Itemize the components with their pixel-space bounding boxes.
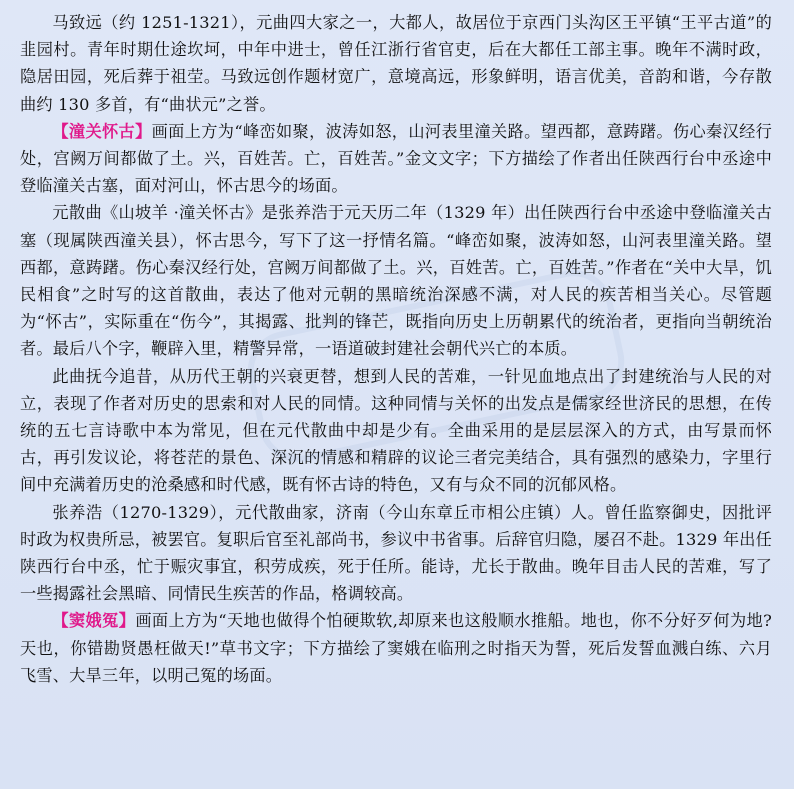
paragraph-shanpoyang (20, 199, 772, 362)
paragraph-zhang-yanghao (20, 499, 772, 608)
paragraph-dou-e-yuan (20, 607, 772, 689)
paragraph-ma-zhiyuan (20, 9, 772, 118)
section-tag-dou-e: 【窦娥冤】 (52, 611, 136, 631)
paragraph-text: 画面上方为“天地也做得个怕硬欺软,却原来也这般顺水推船。地也，你不分好歹何为地?天也，你错勘贤愚枉做天!”草书文字；下方描绘了窦娥在临刑之时指天为誓，死后发誓血溅白练、六月飞雪、大旱三年，以明己冤的场面。 (20, 611, 772, 685)
paragraph-text: 此曲抚今追昔，从历代王朝的兴衰更替，想到人民的苦难，一针见血地点出了封建统治与人民的对立，表现了作者对历史的思索和对人民的同情。这种同情与关怀的出发点是儒家经世济民的思想，在传统的五七言诗歌中本为常见，但在元代散曲中却是少有。全曲采用的是层层深入的方式，由写景而怀古，再引发议论，将苍茫的景色、深沉的情感和精辟的议论三者完美结合，具有强烈的感染力，字里行间中充满着历史的沧桑感和时代感，既有怀古诗的特色，又有与众不同的沉郁风格。 (20, 366, 772, 495)
paragraph-text: 张养浩（1270-1329），元代散曲家，济南（今山东章丘市相公庄镇）人。曾任监察御史，因批评时政为权贵所忌，被罢官。复职后官至礼部尚书，参议中书省事。后辞官归隐，屡召不赴。1329 年出任陕西行台中丞，忙于赈灾事宜，积劳成疾，死于任所。能诗，尤长于散曲。晚年目击人民的苦难，写了一些揭露社会黑暗、同情民生疾苦的作品，格调较高。 (20, 502, 773, 604)
paragraph-text: 元散曲《山坡羊 ·潼关怀古》是张养浩于元天历二年（1329 年）出任陕西行台中丞途中登临潼关古塞（现属陕西潼关县），怀古思今，写下了这一抒情名篇。“峰峦如聚，波涛如怒，山河表里潼关路。望西都，意踌躇。伤心秦汉经行处，宫阙万间都做了土。兴，百姓苦。亡，百姓苦。”作者在“关中大旱，饥民相食”之时写的这首散曲，表达了他对元朝的黑暗统治深感不满，对人民的疾苦相当关心。尽管题为“怀古”，实际重在“伤今”，其揭露、批判的锋芒，既指向历史上历朝累代的统治者，更指向当朝统治者。最后八个字，鞭辟入里，精警异常，一语道破封建社会朝代兴亡的本质。 (20, 203, 772, 359)
paragraph-tongguan-huaigu (20, 118, 772, 200)
paragraph-analysis (20, 363, 772, 499)
section-tag-tongguan: 【潼关怀古】 (52, 121, 152, 141)
paragraph-text: 画面上方为“峰峦如聚，波涛如怒，山河表里潼关路。望西都，意踌躇。伤心秦汉经行处，宫阙万间都做了土。兴，百姓苦。亡，百姓苦。”金文文字；下方描绘了作者出任陕西行台中丞途中登临潼关古塞，面对河山，怀古思今的场面。 (20, 121, 773, 196)
paragraph-text: 马致远（约 1251-1321），元曲四大家之一，大都人，故居位于京西门头沟区王平镇“王平古道”的韭园村。青年时期仕途坎坷，中年中进士，曾任江浙行省官吏，后在大都任工部主事。晚年不满时政，隐居田园，死后葬于祖茔。马致远创作题材宽广，意境高远，形象鲜明，语言优美，音韵和谐，今存散曲约 130 多首，有“曲状元”之誉。 (20, 13, 772, 114)
